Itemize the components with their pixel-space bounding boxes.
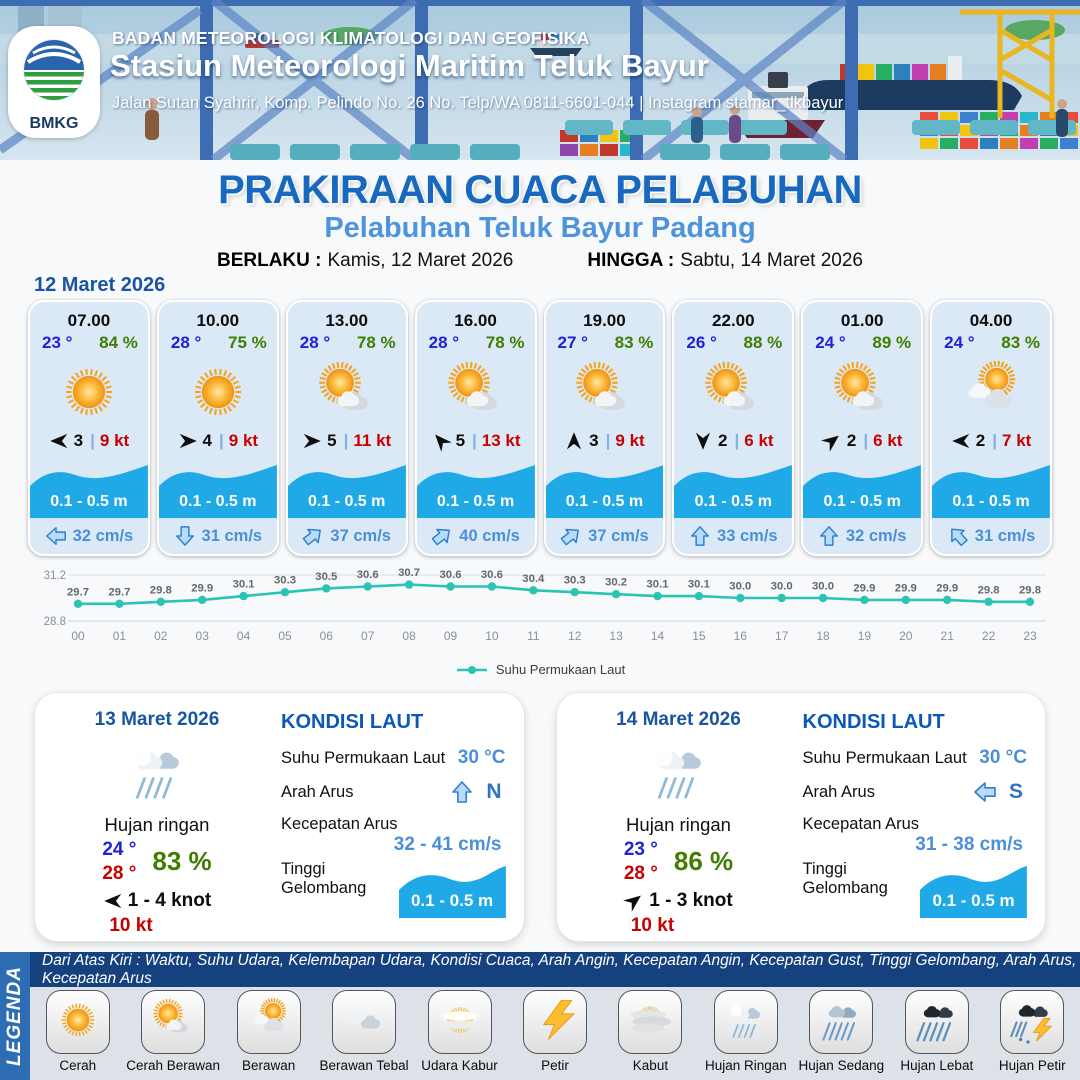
weather-icon-cerah	[52, 994, 104, 1051]
header-banner	[0, 0, 1080, 160]
wind-row	[159, 431, 277, 451]
current-direction-value: N	[486, 780, 502, 803]
svg-text:02: 02	[154, 629, 168, 643]
svg-text:30.1: 30.1	[232, 578, 255, 591]
humidity: 83 %	[614, 333, 654, 352]
time-label: 19.00	[583, 311, 626, 330]
svg-text:29.7: 29.7	[108, 586, 131, 599]
sea-conditions-heading: KONDISI LAUT	[281, 711, 424, 733]
page-subtitle: Pelabuhan Teluk Bayur Padang	[324, 212, 756, 244]
gust-speed: 6 kt	[873, 431, 903, 450]
separator: |	[219, 431, 224, 450]
daily-card	[35, 693, 524, 941]
forecast-card	[286, 300, 408, 556]
legend-icon-box	[428, 990, 492, 1054]
svg-text:28.8: 28.8	[43, 616, 66, 628]
sea-conditions-heading: KONDISI LAUT	[802, 711, 945, 733]
agency-name: BADAN METEOROLOGI KLIMATOLOGI DAN GEOFISIKA	[112, 28, 590, 48]
legend-item	[508, 990, 602, 1073]
separator: |	[992, 431, 998, 450]
svg-text:20: 20	[899, 629, 913, 643]
gust-speed: 7 kt	[1002, 431, 1032, 450]
legend-item-label: Berawan	[241, 1058, 296, 1073]
gust-speed: 10 kt	[109, 914, 153, 936]
legend-item	[699, 990, 793, 1073]
current-direction-label: Arah Arus	[281, 782, 354, 801]
current-direction-icon	[45, 525, 67, 547]
svg-text:30.6: 30.6	[356, 569, 379, 581]
wave-height-label: Tinggi Gelombang	[802, 860, 888, 897]
weather-condition: Hujan ringan	[104, 814, 210, 835]
legend-icon-box	[1000, 990, 1064, 1054]
svg-text:08: 08	[402, 629, 416, 643]
svg-text:30.2: 30.2	[605, 576, 628, 589]
legend-item-label: Udara Kabur	[421, 1058, 498, 1073]
wave-height: 0.1 - 0.5 m	[565, 493, 644, 510]
humidity: 75 %	[228, 333, 267, 352]
valid-to	[587, 250, 863, 272]
forecast-date: 12 Maret 2026	[34, 274, 166, 296]
temp-min: 23 °	[623, 839, 658, 860]
forecast-card	[157, 300, 279, 556]
current-speed-value: 31 - 38 cm/s	[915, 834, 1023, 855]
sst-chart-section	[30, 562, 1050, 677]
humidity: 86 %	[673, 846, 734, 877]
svg-text:30.4: 30.4	[522, 572, 545, 585]
wind-row	[546, 431, 664, 451]
current-direction-icon	[947, 525, 969, 547]
weather-icon-berawan	[243, 994, 295, 1051]
hourly-forecast-row	[28, 300, 1052, 556]
current-row	[803, 518, 921, 554]
svg-text:30.1: 30.1	[646, 578, 669, 591]
forecast-card	[28, 300, 150, 556]
sst-value: 30 °C	[979, 747, 1027, 768]
separator: |	[90, 431, 95, 450]
legend-item-label: Cerah	[59, 1058, 97, 1073]
svg-text:30.3: 30.3	[563, 574, 586, 587]
chart-legend	[30, 662, 1050, 677]
legend-item	[890, 990, 984, 1073]
wind-row	[674, 431, 792, 451]
daily-card	[557, 693, 1046, 941]
weather-icon-udara-kabur	[434, 994, 486, 1051]
legend-icon-box	[905, 990, 969, 1054]
weather-icon-cerah-berawan	[546, 355, 664, 429]
wind-direction-icon	[103, 891, 123, 911]
legend-item-label: Cerah Berawan	[126, 1058, 221, 1073]
svg-text:21: 21	[940, 629, 954, 643]
legend-icon-box	[618, 990, 682, 1054]
current-direction-label: Arah Arus	[802, 782, 875, 801]
humidity: 78 %	[356, 333, 396, 352]
weather-icon-hujan-sedang	[815, 994, 867, 1051]
air-temperature: 26 °	[686, 333, 717, 352]
current-speed: 37 cm/s	[588, 526, 649, 545]
wave-height: 0.1 - 0.5 m	[952, 493, 1030, 510]
svg-text:30.0: 30.0	[812, 580, 834, 593]
current-row	[417, 518, 535, 554]
time-label: 10.00	[196, 311, 240, 330]
legend-item-label: Hujan Sedang	[798, 1058, 885, 1073]
current-direction-icon	[302, 525, 324, 547]
current-speed-value: 32 - 41 cm/s	[393, 834, 502, 855]
legend-icon-box	[714, 990, 778, 1054]
legend-item	[317, 990, 411, 1073]
svg-text:29.7: 29.7	[67, 586, 89, 599]
legend-item-label: Berawan Tebal	[319, 1058, 409, 1073]
weather-icon-cerah-berawan	[288, 355, 406, 429]
forecast-card	[801, 300, 923, 556]
svg-text:BMKG: BMKG	[29, 115, 79, 132]
sst-chart	[30, 562, 1050, 650]
current-speed: 32 cm/s	[845, 526, 907, 545]
weather-icon-berawan	[932, 355, 1050, 429]
wind-direction-icon	[49, 431, 69, 451]
legend-item	[794, 990, 888, 1073]
humidity: 83 %	[152, 846, 212, 877]
separator: |	[472, 431, 477, 450]
sea-conditions	[785, 705, 1030, 929]
wind-speed: 2	[975, 431, 986, 450]
separator: |	[863, 431, 869, 450]
svg-text:30.3: 30.3	[274, 574, 296, 587]
air-temperature: 28 °	[299, 333, 331, 352]
air-temperature: 24 °	[944, 333, 975, 352]
daily-date: 14 Maret 2026	[616, 709, 741, 730]
humidity: 88 %	[743, 333, 783, 352]
wind-row	[932, 431, 1050, 451]
gust-speed: 6 kt	[744, 431, 774, 450]
wave-height-band	[417, 462, 535, 518]
forecast-card	[415, 300, 537, 556]
svg-text:14: 14	[650, 629, 665, 643]
legend-item	[31, 990, 125, 1073]
wind-speed: 4	[202, 431, 213, 450]
legend-icon-box	[141, 990, 205, 1054]
bmkg-logo	[8, 26, 100, 138]
gust-speed: 11 kt	[353, 431, 392, 450]
wind-speed: 5	[327, 431, 337, 450]
separator: |	[605, 431, 611, 450]
temp-max: 28 °	[623, 862, 658, 884]
svg-text:29.8: 29.8	[149, 584, 172, 597]
wave-height-band	[159, 462, 277, 518]
svg-text:23: 23	[1023, 629, 1037, 643]
svg-text:30.6: 30.6	[439, 569, 462, 581]
wind-row	[803, 431, 921, 451]
wave-height: 0.1 - 0.5 m	[823, 493, 901, 510]
svg-text:01: 01	[112, 629, 127, 643]
current-speed: 32 cm/s	[72, 526, 134, 545]
svg-text:29.8: 29.8	[977, 584, 1000, 597]
sst-label: Suhu Permukaan Laut	[281, 748, 446, 767]
svg-text:22: 22	[981, 629, 996, 643]
svg-text:00: 00	[71, 629, 85, 643]
forecast-card	[544, 300, 666, 556]
current-speed: 33 cm/s	[717, 526, 778, 545]
daily-summary-row	[35, 693, 1045, 941]
wind-direction-icon	[178, 431, 198, 451]
current-row	[674, 518, 792, 554]
weather-icon-hujan-lebat	[911, 994, 963, 1051]
legend-icon-box	[523, 990, 587, 1054]
temp-max: 28 °	[102, 862, 137, 884]
weather-icon-hujan-petir	[1006, 994, 1058, 1051]
time-label: 16.00	[454, 311, 497, 330]
current-direction-icon	[431, 525, 453, 547]
wind-speed: 3	[73, 431, 84, 450]
wind-direction-icon	[693, 431, 713, 451]
bmkg-logo-graphic	[8, 26, 100, 138]
svg-text:16: 16	[733, 629, 747, 643]
svg-text:15: 15	[692, 629, 706, 643]
air-temperature: 27 °	[557, 333, 588, 352]
wave-height-band	[399, 862, 506, 918]
current-direction-value: S	[1008, 780, 1023, 803]
weather-condition: Hujan ringan	[626, 814, 731, 835]
wind-speed: 2	[846, 431, 857, 450]
legend-item	[985, 990, 1079, 1073]
current-direction-icon	[973, 779, 997, 805]
wind-speed: 3	[589, 431, 599, 450]
svg-text:29.9: 29.9	[894, 582, 917, 595]
current-speed-label: Kecepatan Arus	[281, 815, 398, 833]
wind-row	[30, 431, 148, 451]
svg-text:29.8: 29.8	[1019, 584, 1041, 597]
wave-height-band	[803, 462, 921, 518]
humidity: 89 %	[872, 333, 912, 352]
forecast-card	[930, 300, 1052, 556]
sst-label: Suhu Permukaan Laut	[802, 748, 967, 767]
legend-item	[603, 990, 697, 1073]
current-row	[30, 518, 148, 554]
legend-item-label: Hujan Lebat	[900, 1058, 974, 1073]
svg-text:11: 11	[527, 629, 540, 643]
wave-height-value: 0.1 - 0.5 m	[410, 891, 494, 910]
legend-icon-box	[809, 990, 873, 1054]
sea-conditions	[263, 705, 508, 929]
wave-height: 0.1 - 0.5 m	[308, 493, 386, 510]
svg-text:17: 17	[775, 629, 789, 643]
humidity: 84 %	[99, 333, 138, 352]
wind-direction-icon	[624, 891, 644, 911]
legend-item	[413, 990, 507, 1073]
legend-title: LEGENDA	[4, 966, 25, 1066]
svg-text:18: 18	[816, 629, 830, 643]
svg-text:29.9: 29.9	[191, 582, 214, 595]
svg-text:30.1: 30.1	[687, 578, 710, 591]
wind-direction-icon	[564, 431, 584, 451]
daily-weather	[573, 705, 785, 936]
valid-to-label: HINGGA :	[587, 250, 675, 271]
wave-height-band	[674, 462, 792, 518]
gust-speed: 9 kt	[615, 431, 645, 450]
weather-icon-cerah-berawan	[674, 355, 792, 429]
current-row	[159, 518, 277, 554]
station-name: Stasiun Meteorologi Maritim Teluk Bayur	[110, 48, 709, 83]
time-label: 07.00	[67, 311, 111, 330]
current-speed: 40 cm/s	[459, 526, 520, 545]
svg-text:30.0: 30.0	[729, 580, 752, 593]
wave-height: 0.1 - 0.5 m	[694, 493, 772, 510]
wind-speed: 5	[455, 431, 466, 450]
daily-date: 13 Maret 2026	[94, 709, 220, 730]
air-temperature: 24 °	[815, 333, 846, 352]
gust-speed: 10 kt	[630, 914, 675, 936]
wind-direction-icon	[302, 431, 322, 451]
legend-icon-box	[46, 990, 110, 1054]
legend-items	[30, 987, 1080, 1080]
wind-row	[288, 431, 406, 451]
svg-text:30.7: 30.7	[398, 567, 421, 580]
weather-icon-cerah-berawan	[803, 355, 921, 429]
wave-height-value: 0.1 - 0.5 m	[932, 891, 1015, 910]
valid-to-value: Sabtu, 14 Maret 2026	[680, 250, 864, 271]
page-title: PRAKIRAAN CUACA PELABUHAN	[218, 168, 862, 212]
wave-height-label: Tinggi Gelombang	[281, 860, 367, 897]
humidity: 78 %	[485, 333, 525, 352]
daily-weather	[51, 705, 263, 936]
legend-item	[222, 990, 316, 1073]
svg-text:03: 03	[195, 629, 209, 643]
wave-height-band	[932, 462, 1050, 518]
weather-icon-petir	[529, 994, 581, 1051]
weather-icon-kabut	[624, 994, 676, 1051]
legend-icon-box	[332, 990, 396, 1054]
current-direction-icon	[818, 525, 840, 547]
svg-text:29.9: 29.9	[853, 582, 876, 595]
legend-band	[0, 952, 30, 1080]
time-label: 01.00	[840, 311, 884, 330]
legend-item-label: Petir	[541, 1058, 569, 1073]
current-speed: 31 cm/s	[974, 526, 1036, 545]
weather-icon-cerah-berawan	[417, 355, 535, 429]
svg-text:07: 07	[361, 629, 375, 643]
wind-direction-icon	[431, 431, 451, 451]
wave-height: 0.1 - 0.5 m	[436, 493, 515, 510]
current-direction-icon	[174, 525, 196, 547]
current-direction-icon	[450, 779, 474, 805]
time-label: 04.00	[969, 311, 1013, 330]
weather-icon-hujan-ringan	[720, 994, 772, 1051]
svg-text:29.9: 29.9	[936, 582, 959, 595]
valid-from-value: Kamis, 12 Maret 2026	[327, 250, 514, 271]
legend-description	[30, 952, 1080, 987]
weather-icon-hujan-ringan	[639, 731, 719, 816]
current-speed: 37 cm/s	[330, 526, 391, 545]
svg-text:31.2: 31.2	[43, 570, 66, 582]
current-direction-icon	[560, 525, 582, 547]
gust-speed: 9 kt	[228, 431, 259, 450]
valid-from	[217, 250, 513, 272]
svg-text:30.5: 30.5	[315, 570, 338, 583]
air-temperature: 28 °	[170, 333, 202, 352]
wind-row	[417, 431, 535, 451]
separator: |	[734, 431, 740, 450]
wind-direction-icon	[822, 431, 842, 451]
legend-label: Suhu Permukaan Laut	[495, 662, 626, 677]
time-label: 13.00	[325, 311, 368, 330]
weather-icon-cerah-berawan	[147, 994, 199, 1051]
current-direction-icon	[689, 525, 711, 547]
svg-text:04: 04	[236, 629, 251, 643]
svg-text:05: 05	[278, 629, 292, 643]
legend-icon-box	[237, 990, 301, 1054]
legend-marker-icon	[455, 665, 489, 675]
legend-item-label: Kabut	[632, 1058, 669, 1073]
wave-height-band	[920, 862, 1027, 918]
wind-speed: 2	[718, 431, 728, 450]
validity-row	[0, 250, 1080, 272]
wind-range: 1 - 3 knot	[649, 889, 733, 911]
legend-item-label: Hujan Ringan	[704, 1058, 787, 1073]
current-row	[288, 518, 406, 554]
wave-height-band	[30, 462, 148, 518]
weather-icon-cerah	[30, 355, 148, 429]
sst-value: 30 °C	[457, 747, 506, 768]
current-speed-label: Kecepatan Arus	[802, 815, 919, 833]
weather-icon-berawan-tebal	[338, 994, 390, 1051]
svg-text:09: 09	[443, 629, 458, 643]
current-row	[546, 518, 664, 554]
gust-speed: 13 kt	[481, 431, 521, 450]
forecast-card	[672, 300, 794, 556]
svg-text:13: 13	[609, 629, 623, 643]
gust-speed: 9 kt	[99, 431, 130, 450]
legend-item-label: Hujan Petir	[998, 1058, 1066, 1073]
air-temperature: 28 °	[428, 333, 460, 352]
valid-from-label: BERLAKU :	[216, 250, 322, 271]
air-temperature: 23 °	[42, 333, 73, 352]
time-label: 22.00	[712, 311, 755, 330]
legend-item	[126, 990, 220, 1073]
svg-text:06: 06	[319, 629, 333, 643]
weather-icon-hujan-ringan	[117, 731, 197, 816]
svg-text:30.0: 30.0	[770, 580, 793, 593]
wave-height: 0.1 - 0.5 m	[50, 493, 128, 510]
weather-icon-cerah	[159, 355, 277, 429]
svg-text:30.6: 30.6	[480, 569, 503, 581]
current-row	[932, 518, 1050, 554]
wave-height-band	[288, 462, 406, 518]
humidity: 83 %	[1001, 333, 1040, 352]
svg-text:12: 12	[568, 629, 582, 643]
wave-height: 0.1 - 0.5 m	[179, 493, 257, 510]
separator: |	[343, 431, 349, 450]
legend-description-text: Dari Atas Kiri : Waktu, Suhu Udara, Kelembapan Udara, Kondisi Cuaca, Arah Angin, Kecepatan Angin, Kecepatan Gust, Tinggi Gelombang, Arah Arus, Kecepatan Arus	[42, 951, 1077, 987]
wind-range: 1 - 4 knot	[127, 889, 212, 911]
temp-min: 24 °	[102, 839, 137, 860]
wave-height-band	[546, 462, 664, 518]
station-address: Jalan Sutan Syahrir, Komp. Pelindo No. 26 No. Telp/WA 0811-6601-044 | Instagram stamar_tlkbayur	[112, 94, 844, 112]
current-speed: 31 cm/s	[201, 526, 263, 545]
wind-direction-icon	[951, 431, 971, 451]
svg-text:10: 10	[485, 629, 499, 643]
svg-text:19: 19	[857, 629, 872, 643]
